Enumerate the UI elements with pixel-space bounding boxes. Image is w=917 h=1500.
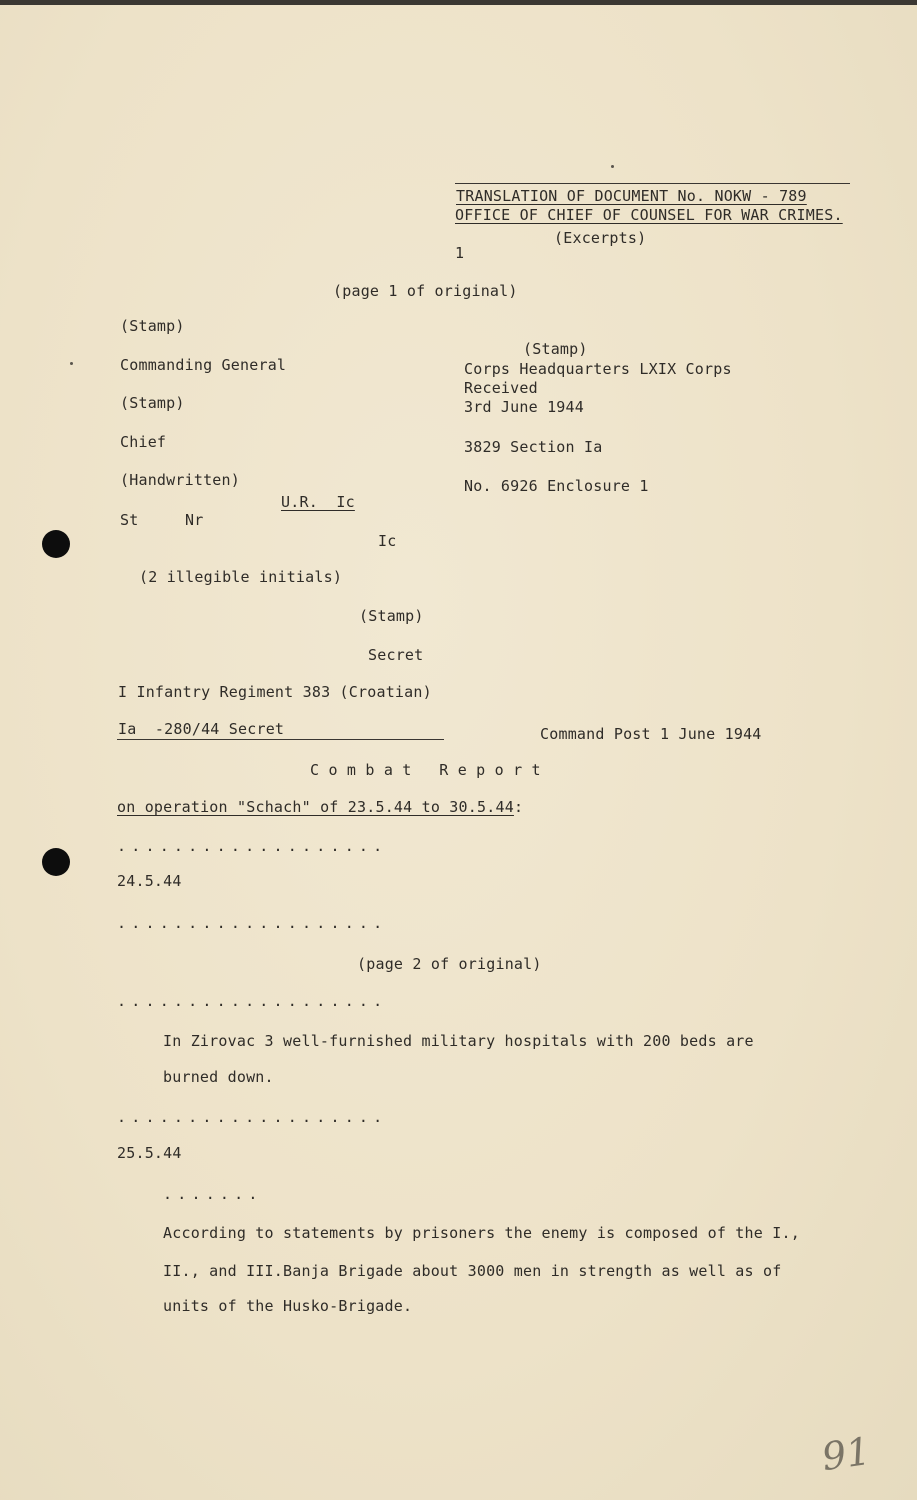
paragraph-2-line-2: II., and III.Banja Brigade about 3000 men in strength as well as of <box>163 1262 782 1280</box>
header-title: TRANSLATION OF DOCUMENT No. NOKW - 789 <box>456 187 807 205</box>
page2-marker: (page 2 of original) <box>357 955 542 973</box>
nr-label: Nr <box>185 511 204 529</box>
ic-label: Ic <box>378 532 397 550</box>
stamp-label-2: (Stamp) <box>120 394 185 412</box>
ink-speck <box>70 362 73 365</box>
handwritten-page-number: 91 <box>819 1428 874 1480</box>
header-excerpts: (Excerpts) <box>554 229 647 247</box>
illegible-initials: (2 illegible initials) <box>139 568 343 586</box>
paragraph-1-line-2: burned down. <box>163 1068 274 1086</box>
paragraph-2-line-3: units of the Husko-Brigade. <box>163 1297 413 1315</box>
paragraph-1-line-1: In Zirovac 3 well-furnished military hospitals with 200 beds are <box>163 1032 754 1050</box>
reference-number: Ia -280/44 Secret <box>118 720 285 738</box>
received-date: 3rd June 1944 <box>464 398 584 416</box>
ink-speck <box>611 165 614 168</box>
operation-text: on operation "Schach" of 23.5.44 to 30.5.44 <box>117 798 514 816</box>
ur-ic-label: U.R. Ic <box>281 493 355 511</box>
paragraph-2-line-1: According to statements by prisoners the enemy is composed of the I., <box>163 1224 800 1242</box>
report-title: C o m b a t R e p o r t <box>310 761 541 779</box>
enclosure-label: No. 6926 Enclosure 1 <box>464 477 649 495</box>
punch-hole-top <box>42 530 70 558</box>
secret-label: Secret <box>368 646 424 664</box>
punch-hole-bottom <box>42 848 70 876</box>
header-office: OFFICE OF CHIEF OF COUNSEL FOR WAR CRIMES. <box>455 206 843 224</box>
header-top-rule <box>455 183 850 184</box>
handwritten-label: (Handwritten) <box>120 471 240 489</box>
command-post: Command Post 1 June 1944 <box>540 725 762 743</box>
ellipsis-3: ................... <box>117 992 388 1010</box>
ellipsis-5: ....... <box>163 1185 263 1203</box>
scan-top-edge <box>0 0 917 5</box>
reference-rule <box>117 739 444 740</box>
ellipsis-2: ................... <box>117 914 388 932</box>
operation-line <box>117 798 523 816</box>
stamp-label-1: (Stamp) <box>120 317 185 335</box>
regiment-name: I Infantry Regiment 383 (Croatian) <box>118 683 432 701</box>
entry-date-1: 24.5.44 <box>117 872 182 890</box>
corps-headquarters: Corps Headquarters LXIX Corps <box>464 360 732 378</box>
operation-colon: : <box>513 798 524 816</box>
section-label: 3829 Section Ia <box>464 438 603 456</box>
page1-marker: (page 1 of original) <box>333 282 518 300</box>
corps-stamp-label: (Stamp) <box>523 340 588 358</box>
ellipsis-4: ................... <box>117 1108 388 1126</box>
page-number: 1 <box>455 244 465 262</box>
commanding-general: Commanding General <box>120 356 287 374</box>
entry-date-2: 25.5.44 <box>117 1144 182 1162</box>
chief-label: Chief <box>120 433 167 451</box>
stamp-label-3: (Stamp) <box>359 607 424 625</box>
ellipsis-1: ................... <box>117 837 388 855</box>
received-label: Received <box>464 379 538 397</box>
st-label: St <box>120 511 139 529</box>
